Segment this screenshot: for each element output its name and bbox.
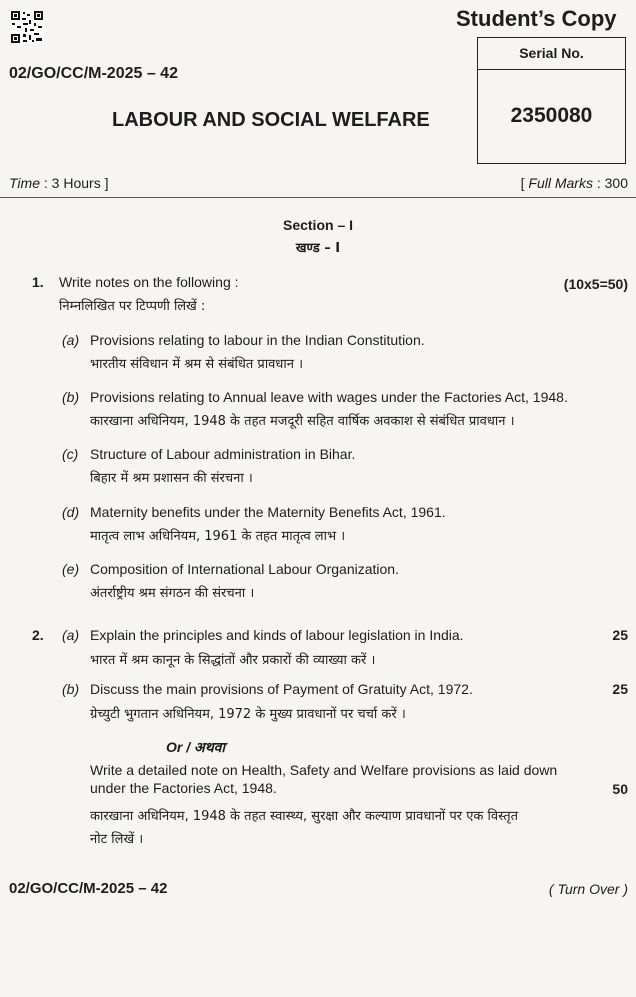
q2a-label: (a) xyxy=(62,627,80,643)
marks-label: Full Marks xyxy=(528,175,593,191)
section-title-hindi: खण्ड – I xyxy=(295,241,341,256)
q1-text-hindi: निम्नलिखित पर टिप्पणी लिखें : xyxy=(59,299,206,314)
q2-alt-text-line2: under the Factories Act, 1948. xyxy=(90,780,277,796)
q1e-text-hindi: अंतर्राष्ट्रीय श्रम संगठन की संरचना । xyxy=(90,586,255,601)
marks-value: : 300 xyxy=(596,175,628,191)
paper-title: LABOUR AND SOCIAL WELFARE xyxy=(112,109,430,131)
section-title: Section – I xyxy=(282,217,354,233)
copy-label: Student’s Copy xyxy=(456,6,617,31)
header-divider xyxy=(0,197,636,198)
q1e-label: (e) xyxy=(62,561,80,577)
q1c-label: (c) xyxy=(62,446,79,462)
q2b-text-hindi: ग्रेच्युटी भुगतान अधिनियम, 1972 के मुख्य प्रावधानों पर चर्चा करें । xyxy=(90,707,406,722)
q1-marks: (10x5=50) xyxy=(563,276,628,292)
q2a-marks: 25 xyxy=(612,627,628,643)
q1d-text-hindi: मातृत्व लाभ अधिनियम, 1961 के तहत मातृत्व लाभ । xyxy=(90,529,346,544)
serial-label: Serial No. xyxy=(478,38,625,70)
q1-number: 1. xyxy=(32,274,44,290)
q2-alt-text-line1: Write a detailed note on Health, Safety and Welfare provisions as laid down xyxy=(90,762,558,778)
q1b-text-hindi: कारखाना अधिनियम, 1948 के तहत मजदूरी सहित वार्षिक अवकाश से संबंधित प्रावधान । xyxy=(90,414,515,429)
q2b-label: (b) xyxy=(62,681,80,697)
time-value: : 3 Hours ] xyxy=(43,175,109,191)
q1e-text: Composition of International Labour Organization. xyxy=(90,561,399,577)
q2-number: 2. xyxy=(32,627,44,643)
q2b-marks: 25 xyxy=(612,681,628,697)
footer-paper-code: 02/GO/CC/M-2025 – 42 xyxy=(9,880,168,897)
full-marks xyxy=(521,175,628,191)
q1a-text-hindi: भारतीय संविधान में श्रम से संबंधित प्रावधान । xyxy=(90,357,304,372)
serial-number: 2350080 xyxy=(510,104,593,127)
serial-box xyxy=(477,37,626,164)
q2-alt-text-hindi-line1: कारखाना अधिनियम, 1948 के तहत स्वास्थ्य, सुरक्षा और कल्याण प्रावधानों पर एक विस्तृत xyxy=(90,809,519,824)
q2-alt-text-hindi-line2: नोट लिखें । xyxy=(90,832,144,847)
time-label: Time xyxy=(9,175,40,191)
time-allowed xyxy=(9,175,108,191)
q1b-text: Provisions relating to Annual leave with wages under the Factories Act, 1948. xyxy=(90,389,568,405)
q2a-text: Explain the principles and kinds of labour legislation in India. xyxy=(90,627,464,643)
paper-code: 02/GO/CC/M-2025 – 42 xyxy=(9,65,178,82)
q2b-text: Discuss the main provisions of Payment of Gratuity Act, 1972. xyxy=(90,681,473,697)
q2-alt-marks: 50 xyxy=(612,781,628,797)
turn-over-label: ( Turn Over ) xyxy=(548,881,628,897)
q1a-text: Provisions relating to labour in the Indian Constitution. xyxy=(90,332,425,348)
qr-code xyxy=(10,10,44,44)
q2a-text-hindi: भारत में श्रम कानून के सिद्धांतों और प्रकारों की व्याख्या करें । xyxy=(90,653,376,668)
or-separator: Or / अथवा xyxy=(166,739,226,755)
q1-text: Write notes on the following : xyxy=(59,274,239,290)
q1b-label: (b) xyxy=(62,389,80,405)
q1c-text: Structure of Labour administration in Bihar. xyxy=(90,446,356,462)
marks-open: [ xyxy=(520,175,525,191)
q1d-label: (d) xyxy=(62,504,80,520)
q1a-label: (a) xyxy=(62,332,80,348)
q1c-text-hindi: बिहार में श्रम प्रशासन की संरचना । xyxy=(90,471,253,486)
q1d-text: Maternity benefits under the Maternity Benefits Act, 1961. xyxy=(90,504,446,520)
